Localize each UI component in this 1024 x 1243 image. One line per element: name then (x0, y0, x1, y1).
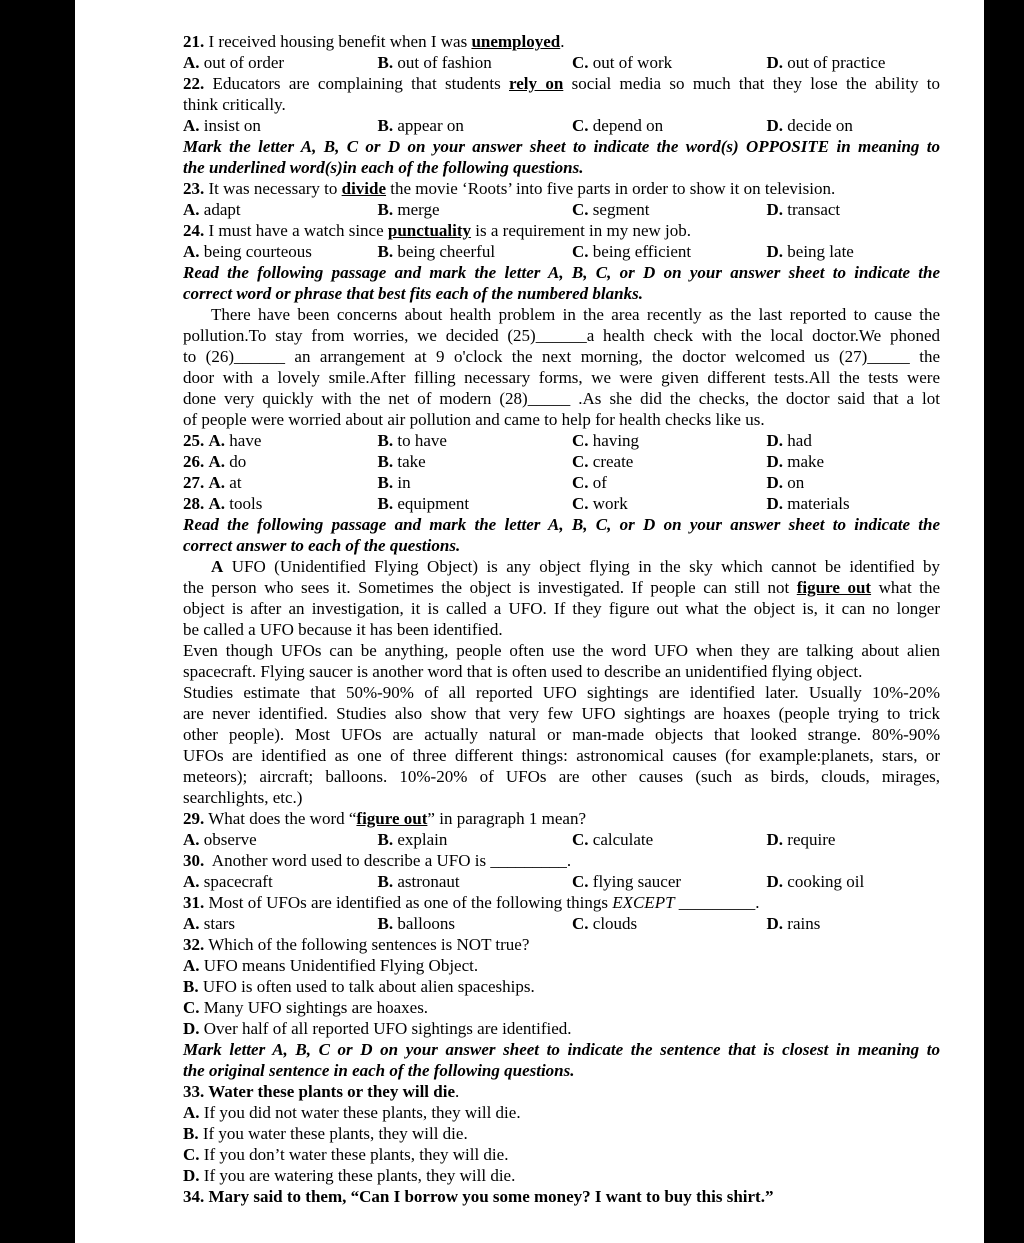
underlined-word: figure out (796, 578, 872, 597)
instruction-reading-line-1: Read the following passage and mark the letter A, B, C, or D on your answer sheet to indicate the (183, 515, 940, 534)
option-c: C. segment (572, 200, 650, 219)
question-21: 21. I received housing benefit when I was unemployed. (183, 32, 565, 51)
instruction-opposite-line-1: Mark the letter A, B, C or D on your answer sheet to indicate the word(s) OPPOSITE in meaning to (183, 137, 940, 156)
option-d: D. being late (766, 242, 854, 261)
question-30-options (183, 871, 940, 892)
instruction-reading-line-2: correct answer to each of the questions. (183, 536, 461, 555)
cloze-passage-line-6: of people were worried about air pollution and came to help for health checks like us. (183, 410, 765, 429)
option-a: 26. A. do (183, 452, 247, 471)
cloze-passage-line-5: done very quickly with the net of modern (28)_____ .As she did the checks, the doctor said that a lot (183, 389, 940, 408)
underlined-word: unemployed (471, 32, 561, 51)
instruction-cloze-line-2: correct word or phrase that best fits each of the numbered blanks. (183, 284, 643, 303)
option-a: A. observe (183, 830, 257, 849)
question-24-options (183, 241, 940, 262)
instruction-cloze-line-1: Read the following passage and mark the letter A, B, C, or D on your answer sheet to indicate the (183, 263, 940, 282)
question-29: 29. What does the word “figure out” in paragraph 1 mean? (183, 809, 587, 828)
instruction-opposite-line-2: the underlined word(s)in each of the following questions. (183, 158, 584, 177)
option-b: B. balloons (377, 914, 455, 933)
cloze-passage-line-1: There have been concerns about health problem in the area recently as the last reported to cause the (211, 305, 940, 324)
question-26-options (183, 451, 940, 472)
question-31: 31. Most of UFOs are identified as one of the following things EXCEPT _________. (183, 893, 760, 912)
reading-passage-p3-line-5: meteors); aircraft; balloons. 10%-20% of UFOs are other causes (such as birds, clouds, mirages, (183, 767, 940, 786)
cloze-passage-line-3: to (26)______ an arrangement at 9 o'clock the next morning, the doctor welcomed us (27)_____ the (183, 347, 940, 366)
question-22-continued: think critically. (183, 95, 286, 114)
instruction-closest-line-2: the original sentence in each of the following questions. (183, 1061, 575, 1080)
option-a: A. being courteous (183, 242, 312, 261)
option-d: D. rains (766, 914, 821, 933)
question-33: 33. Water these plants or they will die. (183, 1082, 460, 1101)
option-a: A. spacecraft (183, 872, 273, 891)
option-a: A. stars (183, 914, 235, 933)
underlined-word: figure out (356, 809, 428, 828)
option-b: B. merge (377, 200, 440, 219)
option-a: 25. A. have (183, 431, 262, 450)
option-d: D. on (766, 473, 805, 492)
option-b: B. appear on (377, 116, 464, 135)
option-b: B. to have (377, 431, 447, 450)
underlined-word: punctuality (387, 221, 472, 240)
reading-passage-p1-line-4: be called a UFO because it has been identified. (183, 620, 503, 639)
option-c: C. being efficient (572, 242, 692, 261)
option-d: D. out of practice (766, 53, 886, 72)
option-d: D. materials (766, 494, 850, 513)
option-d: D. Over half of all reported UFO sightings are identified. (183, 1019, 572, 1038)
reading-passage-p3-line-1: Studies estimate that 50%-90% of all reported UFO sightings are identified later. Usually 10%-20% (183, 683, 940, 702)
option-d: D. require (766, 830, 836, 849)
option-b: B. If you water these plants, they will die. (183, 1124, 468, 1143)
question-22: 22. Educators are complaining that students rely on social media so much that they lose the ability to (183, 74, 940, 93)
question-29-options (183, 829, 940, 850)
option-b: B. astronaut (377, 872, 460, 891)
option-b: B. UFO is often used to talk about alien spaceships. (183, 977, 535, 996)
option-d: D. If you are watering these plants, they will die. (183, 1166, 516, 1185)
option-c: C. out of work (572, 53, 673, 72)
option-c: C. work (572, 494, 628, 513)
reading-passage-p3-line-3: other people). Most UFOs are actually natural or man-made objects that looked strange. 80%-90% (183, 725, 940, 744)
question-23: 23. It was necessary to divide the movie ‘Roots’ into five parts in order to show it on television. (183, 179, 836, 198)
option-c: C. of (572, 473, 607, 492)
reading-passage-p1-line-3: object is after an investigation, it is called a UFO. If they figure out what the object is, it can no longer (183, 599, 940, 618)
option-a: A. adapt (183, 200, 241, 219)
question-34: 34. Mary said to them, “Can I borrow you some money? I want to buy this shirt.” (183, 1187, 774, 1206)
question-24: 24. I must have a watch since punctuality is a requirement in my new job. (183, 221, 692, 240)
reading-passage-p1-line-1: A UFO (Unidentified Flying Object) is any object flying in the sky which cannot be identified by (211, 557, 940, 576)
option-a: A. insist on (183, 116, 261, 135)
option-b: B. being cheerful (377, 242, 496, 261)
reading-passage-p3-line-6: searchlights, etc.) (183, 788, 303, 807)
option-c: C. depend on (572, 116, 664, 135)
option-c: C. calculate (572, 830, 654, 849)
option-b: B. equipment (377, 494, 470, 513)
instruction-closest-line-1: Mark letter A, B, C or D on your answer sheet to indicate the sentence that is closest in meaning to (183, 1040, 940, 1059)
reading-passage-p3-line-2: are never identified. Studies also show that very few UFO sightings are hoaxes (people trying to trick (183, 704, 940, 723)
option-d: D. cooking oil (766, 872, 865, 891)
question-28-options (183, 493, 940, 514)
question-31-options (183, 913, 940, 934)
option-b: B. in (377, 473, 411, 492)
question-30: 30. Another word used to describe a UFO is _________. (183, 851, 572, 870)
option-a: A. UFO means Unidentified Flying Object. (183, 956, 479, 975)
option-b: B. out of fashion (377, 53, 492, 72)
question-22-options (183, 115, 940, 136)
question-25-options (183, 430, 940, 451)
option-b: B. explain (377, 830, 448, 849)
option-b: B. take (377, 452, 426, 471)
question-27-options (183, 472, 940, 493)
cloze-passage-line-4: door with a lovely smile.After filling necessary forms, we were given different tests.All the tests were (183, 368, 940, 387)
exam-content (183, 31, 940, 1207)
reading-passage-p3-line-4: UFOs are identified as one of three different things: astronomical causes (for example:planets, stars, or (183, 746, 940, 765)
option-c: C. having (572, 431, 640, 450)
option-d: D. decide on (766, 116, 853, 135)
option-a: 28. A. tools (183, 494, 263, 513)
reading-passage-p2-line-1: Even though UFOs can be anything, people often use the word UFO when they are talking about alien (183, 641, 940, 660)
question-23-options (183, 199, 940, 220)
document-page (75, 0, 984, 1243)
underlined-word: divide (341, 179, 387, 198)
option-c: C. If you don’t water these plants, they will die. (183, 1145, 509, 1164)
question-32: 32. Which of the following sentences is NOT true? (183, 935, 530, 954)
option-a: 27. A. at (183, 473, 242, 492)
option-d: D. transact (766, 200, 841, 219)
option-d: D. make (766, 452, 825, 471)
reading-passage-p2-line-2: spacecraft. Flying saucer is another word that is often used to describe an unidentified flying object. (183, 662, 863, 681)
option-c: C. flying saucer (572, 872, 682, 891)
option-c: C. Many UFO sightings are hoaxes. (183, 998, 429, 1017)
question-21-options (183, 52, 940, 73)
reading-passage-p1-line-2: the person who sees it. Sometimes the object is investigated. If people can still not figure out what the (183, 578, 940, 597)
option-c: C. clouds (572, 914, 638, 933)
underlined-word: rely on (509, 74, 564, 93)
option-a: A. If you did not water these plants, they will die. (183, 1103, 521, 1122)
option-c: C. create (572, 452, 634, 471)
option-a: A. out of order (183, 53, 285, 72)
option-d: D. had (766, 431, 812, 450)
cloze-passage-line-2: pollution.To stay from worries, we decided (25)______a health check with the local doctor.We phoned (183, 326, 940, 345)
